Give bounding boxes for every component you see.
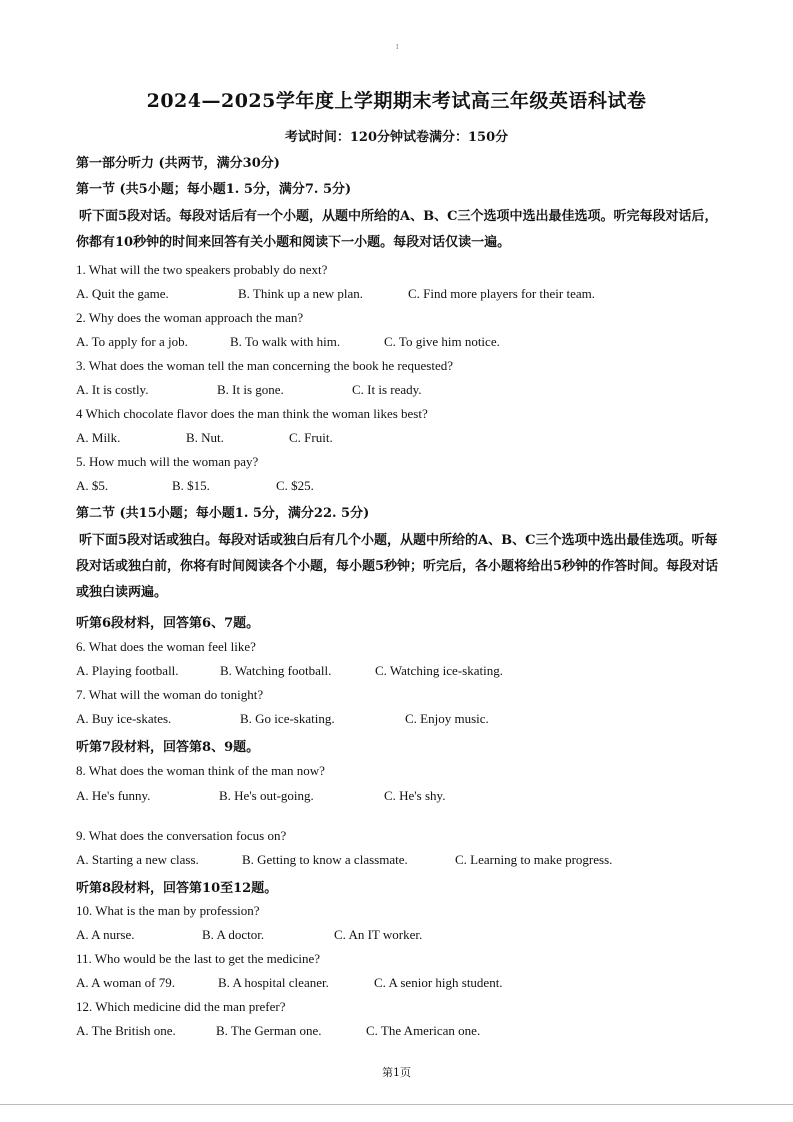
option-c: C. It is ready. [352,382,422,397]
option-b: B. He's out-going. [219,788,314,803]
option-c: C. He's shy. [384,788,446,803]
section2-instructions: 听下面5段对话或独白。每段对话或独白后有几个小题，从题中所给的A、B、C三个选项中选出最佳选项。听每段对话或独白前，你将有时间阅读各个小题，每小题5秒钟；听完后，各小题将给出5秒钟的作答时间。每段对话或独白读两遍。 [76,533,719,600]
option-b: B. Nut. [186,430,224,445]
option-c: C. Watching ice-skating. [375,663,503,678]
option-c: C. Enjoy music. [405,711,489,726]
page-number: 第1页 [382,1066,411,1079]
exam-title: 2024—2025学年度上学期期末考试高三年级英语科试卷 [146,90,647,112]
option-a: A. It is costly. [76,382,149,397]
option-c: C. Learning to make progress. [455,852,613,867]
option-a: A. To apply for a job. [76,334,188,349]
question-12: 12. Which medicine did the man prefer? [76,999,286,1014]
option-b: B. Go ice-skating. [240,711,335,726]
exam-subtitle: 考试时间：120分钟试卷满分：150分 [284,130,509,145]
option-b: B. $15. [172,478,210,493]
question-10: 10. What is the man by profession? [76,903,260,918]
option-c: C. To give him notice. [384,334,500,349]
material-heading-8: 听第8段材料，回答第10至12题。 [76,881,278,896]
question-8: 8. What does the woman think of the man now? [76,763,325,778]
option-c: C. The American one. [366,1023,481,1038]
option-a: A. Buy ice-skates. [76,711,172,726]
option-b: B. A hospital cleaner. [218,975,329,990]
option-c: C. Fruit. [289,430,333,445]
question-5: 5. How much will the woman pay? [76,454,259,469]
material-heading-7: 听第7段材料，回答第8、9题。 [76,740,260,755]
question-7: 7. What will the woman do tonight? [76,687,264,702]
section1-instructions: 听下面5段对话。每段对话后有一个小题，从题中所给的A、B、C三个选项中选出最佳选项。听完每段对话后，你都有10秒钟的时间来回答有关小题和阅读下一小题。每段对话仅读一遍。 [76,209,718,250]
question-4: 4 Which chocolate flavor does the man think the woman likes best? [76,406,428,421]
option-a: A. Playing football. [76,663,179,678]
option-b: B. A doctor. [202,927,265,942]
option-b: B. Getting to know a classmate. [242,852,408,867]
question-9: 9. What does the conversation focus on? [76,828,287,843]
question-6: 6. What does the woman feel like? [76,639,256,654]
option-a: A. $5. [76,478,109,493]
option-b: B. It is gone. [217,382,284,397]
option-b: B. Think up a new plan. [238,286,364,301]
option-b: B. To walk with him. [230,334,341,349]
part1-heading: 第一部分听力 (共两节，满分30分) [76,156,280,171]
option-a: A. A woman of 79. [76,975,175,990]
option-a: A. A nurse. [76,927,135,942]
section1-heading: 第一节 (共5小题；每小题1. 5分，满分7. 5分) [76,182,352,197]
material-heading-6: 听第6段材料，回答第6、7题。 [76,616,260,631]
bottom-divider [0,1104,793,1105]
option-a: A. Quit the game. [76,286,169,301]
option-a: A. The British one. [76,1023,176,1038]
option-c: C. An IT worker. [334,927,423,942]
option-a: A. Starting a new class. [76,852,199,867]
question-2: 2. Why does the woman approach the man? [76,310,304,325]
question-3: 3. What does the woman tell the man concerning the book he requested? [76,358,453,373]
question-1: 1. What will the two speakers probably do next? [76,262,328,277]
option-c: C. A senior high student. [374,975,503,990]
option-c: C. $25. [276,478,314,493]
option-a: A. Milk. [76,430,121,445]
option-b: B. Watching football. [220,663,332,678]
header-mark: I [396,44,399,51]
option-b: B. The German one. [216,1023,322,1038]
option-a: A. He's funny. [76,788,151,803]
section2-heading: 第二节 (共15小题；每小题1. 5分，满分22. 5分) [76,506,370,521]
option-c: C. Find more players for their team. [408,286,596,301]
question-11: 11. Who would be the last to get the medicine? [76,951,321,966]
